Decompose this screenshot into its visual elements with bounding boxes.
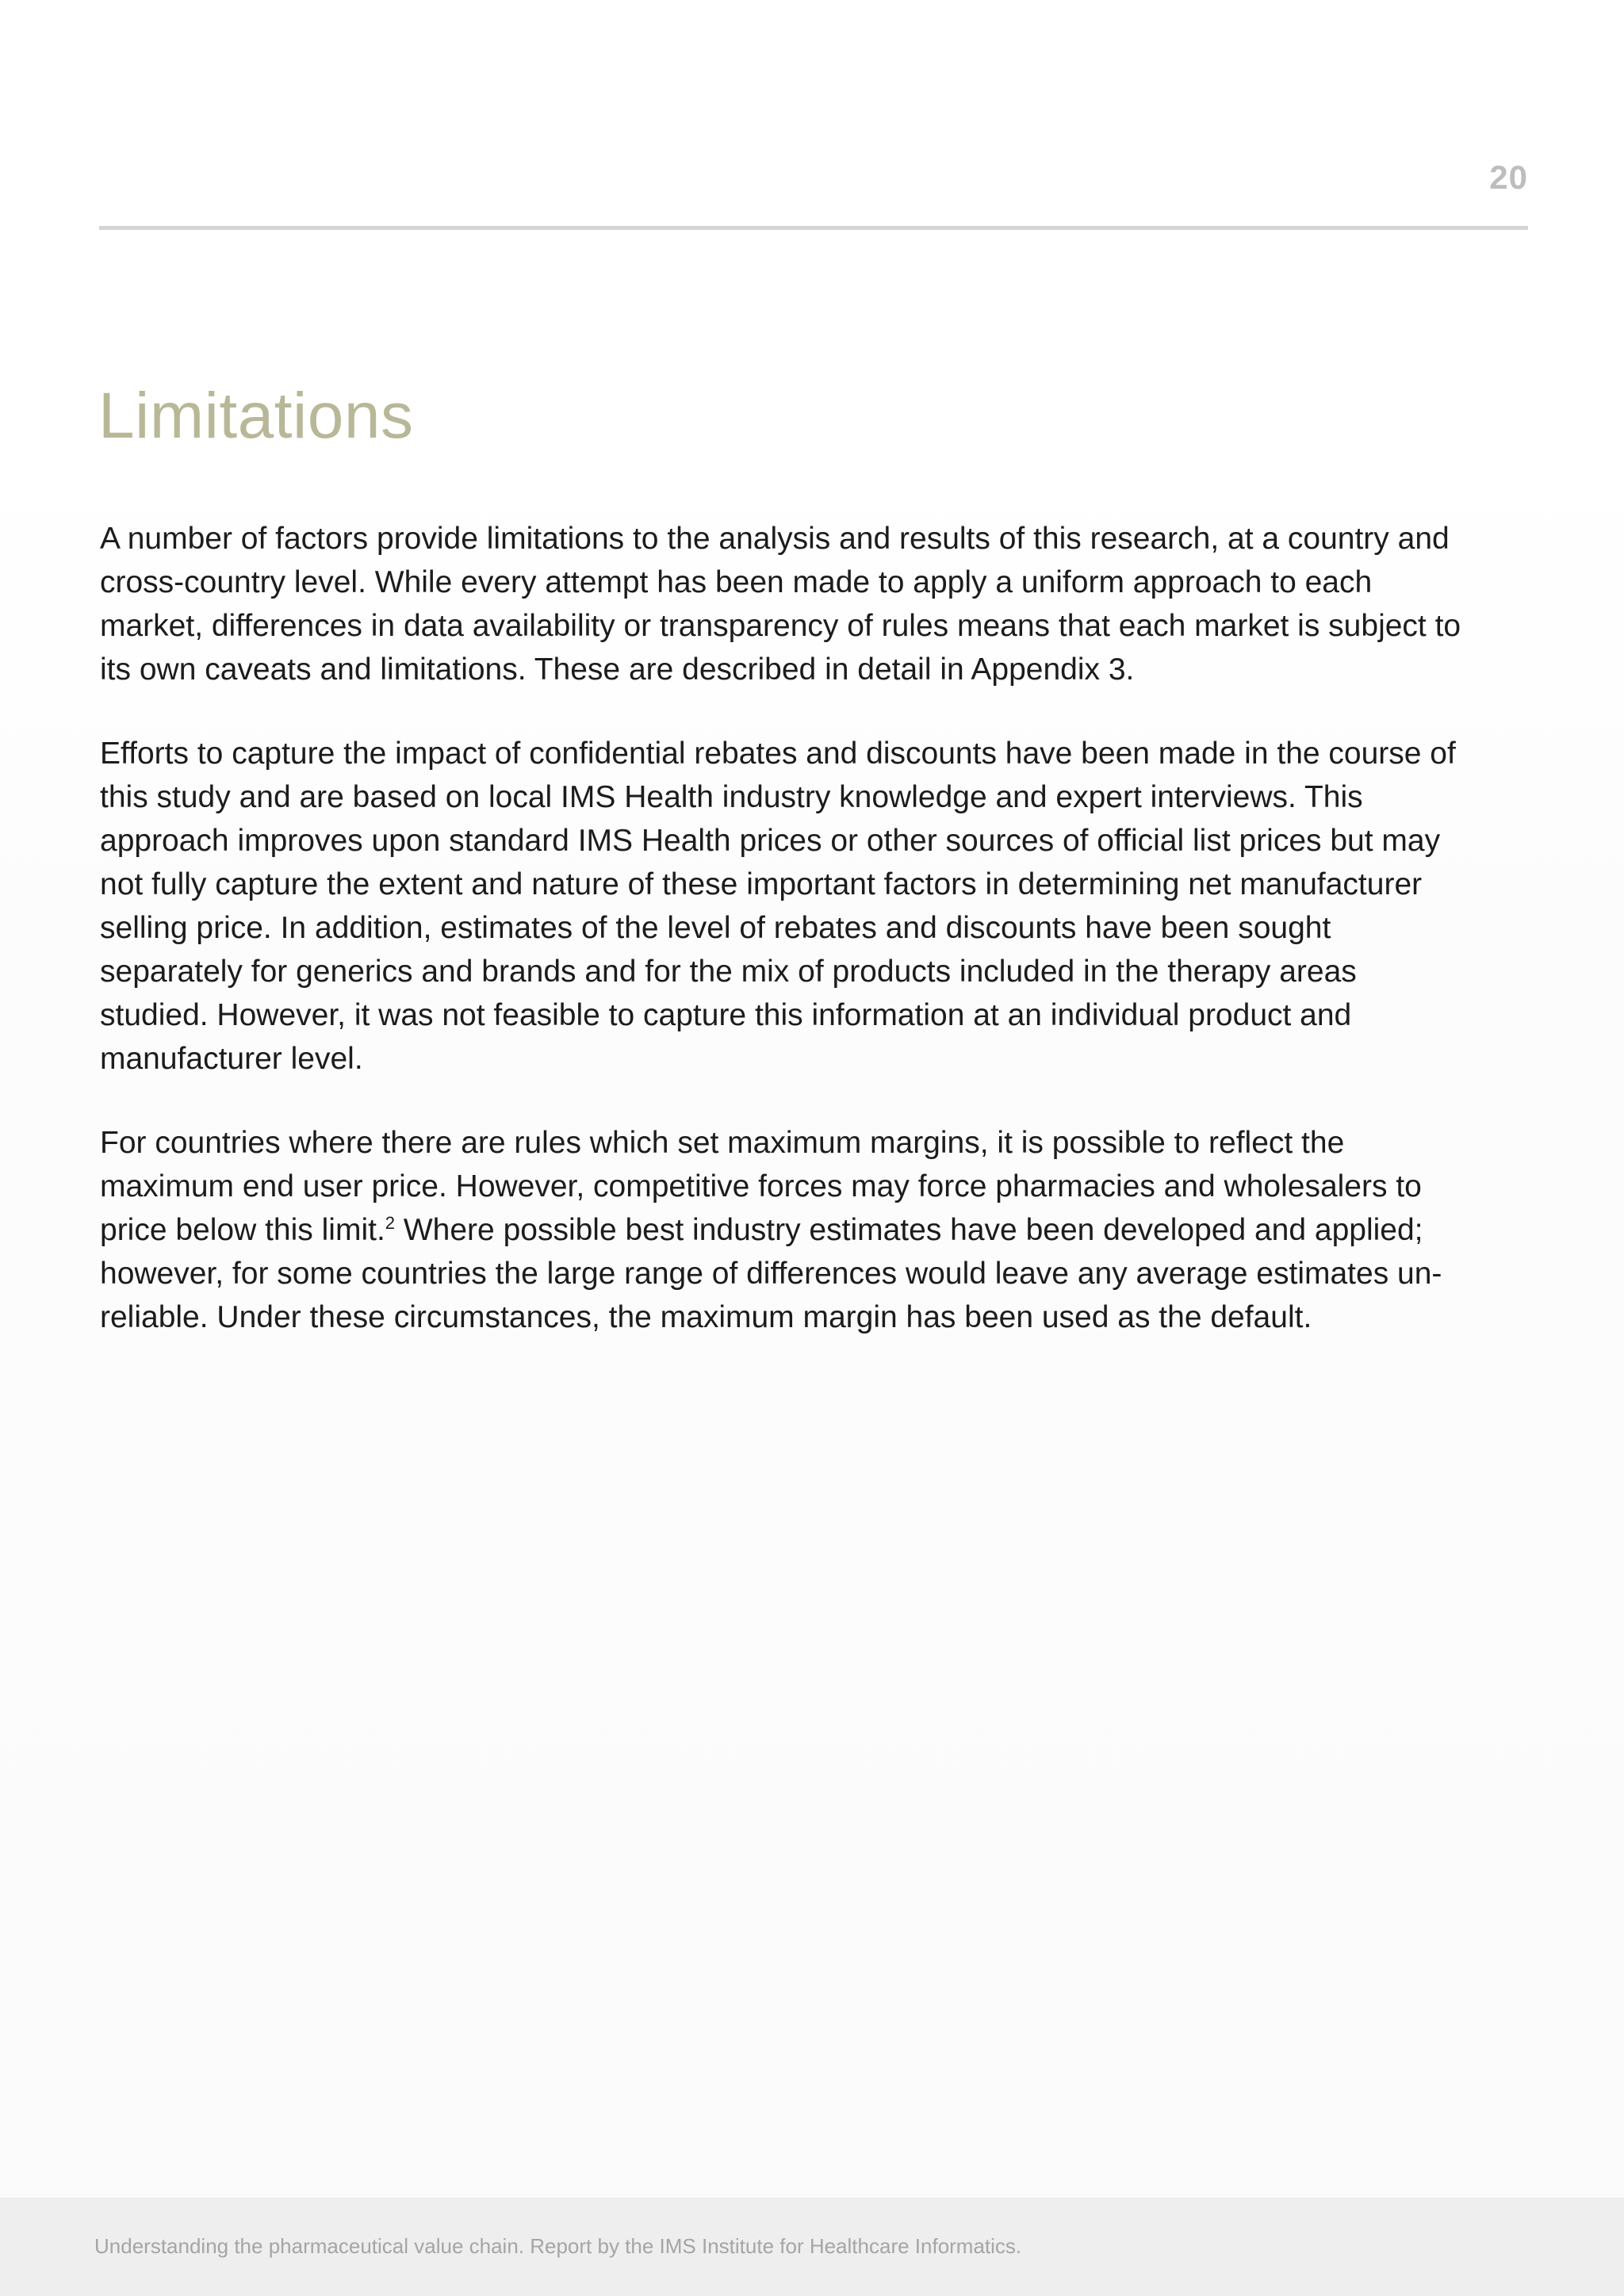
body-text: [100, 517, 1464, 1339]
page-number: 20: [1489, 159, 1528, 196]
paragraph-3-part-2: Where possible best industry estimates have been developed and applied; however, for some countries the large range of differences would leave any average estimates un-reliable. Under these circumstances, the maximum margin has been used as the default.: [100, 1213, 1442, 1334]
header-divider: [99, 226, 1528, 230]
footer-text: Understanding the pharmaceutical value chain. Report by the IMS Institute for Healthcare Informatics.: [94, 2234, 1022, 2258]
footnote-reference[interactable]: 2: [385, 1213, 396, 1233]
paragraph-3-part-1: For countries where there are rules which set maximum margins, it is possible to reflect the maximum end user price. However, competitive forces may force pharmacies and wholesalers to price below this limit.: [100, 1126, 1422, 1247]
section-title: Limitations: [98, 380, 414, 452]
paragraph-1: A number of factors provide limitations to the analysis and results of this research, at a country and cross-country level. While every attempt has been made to apply a uniform approach to each market, differences in data availability or transparency of rules means that each market is subject to its own caveats and limitations. These are described in detail in Appendix 3.: [100, 522, 1461, 687]
paragraph-3: [100, 1121, 1464, 1339]
paragraph-2: Efforts to capture the impact of confidential rebates and discounts have been made in the course of this study and are based on local IMS Health industry knowledge and expert interviews. This approach improves upon standard IMS Health prices or other sources of official list prices but may not fully capture the extent and nature of these important factors in determining net manufacturer selling price. In addition, estimates of the level of rebates and discounts have been sought separately for generics and brands and for the mix of products included in the therapy areas studied. However, it was not feasible to capture this information at an individual product and manufacturer level.: [100, 737, 1456, 1076]
